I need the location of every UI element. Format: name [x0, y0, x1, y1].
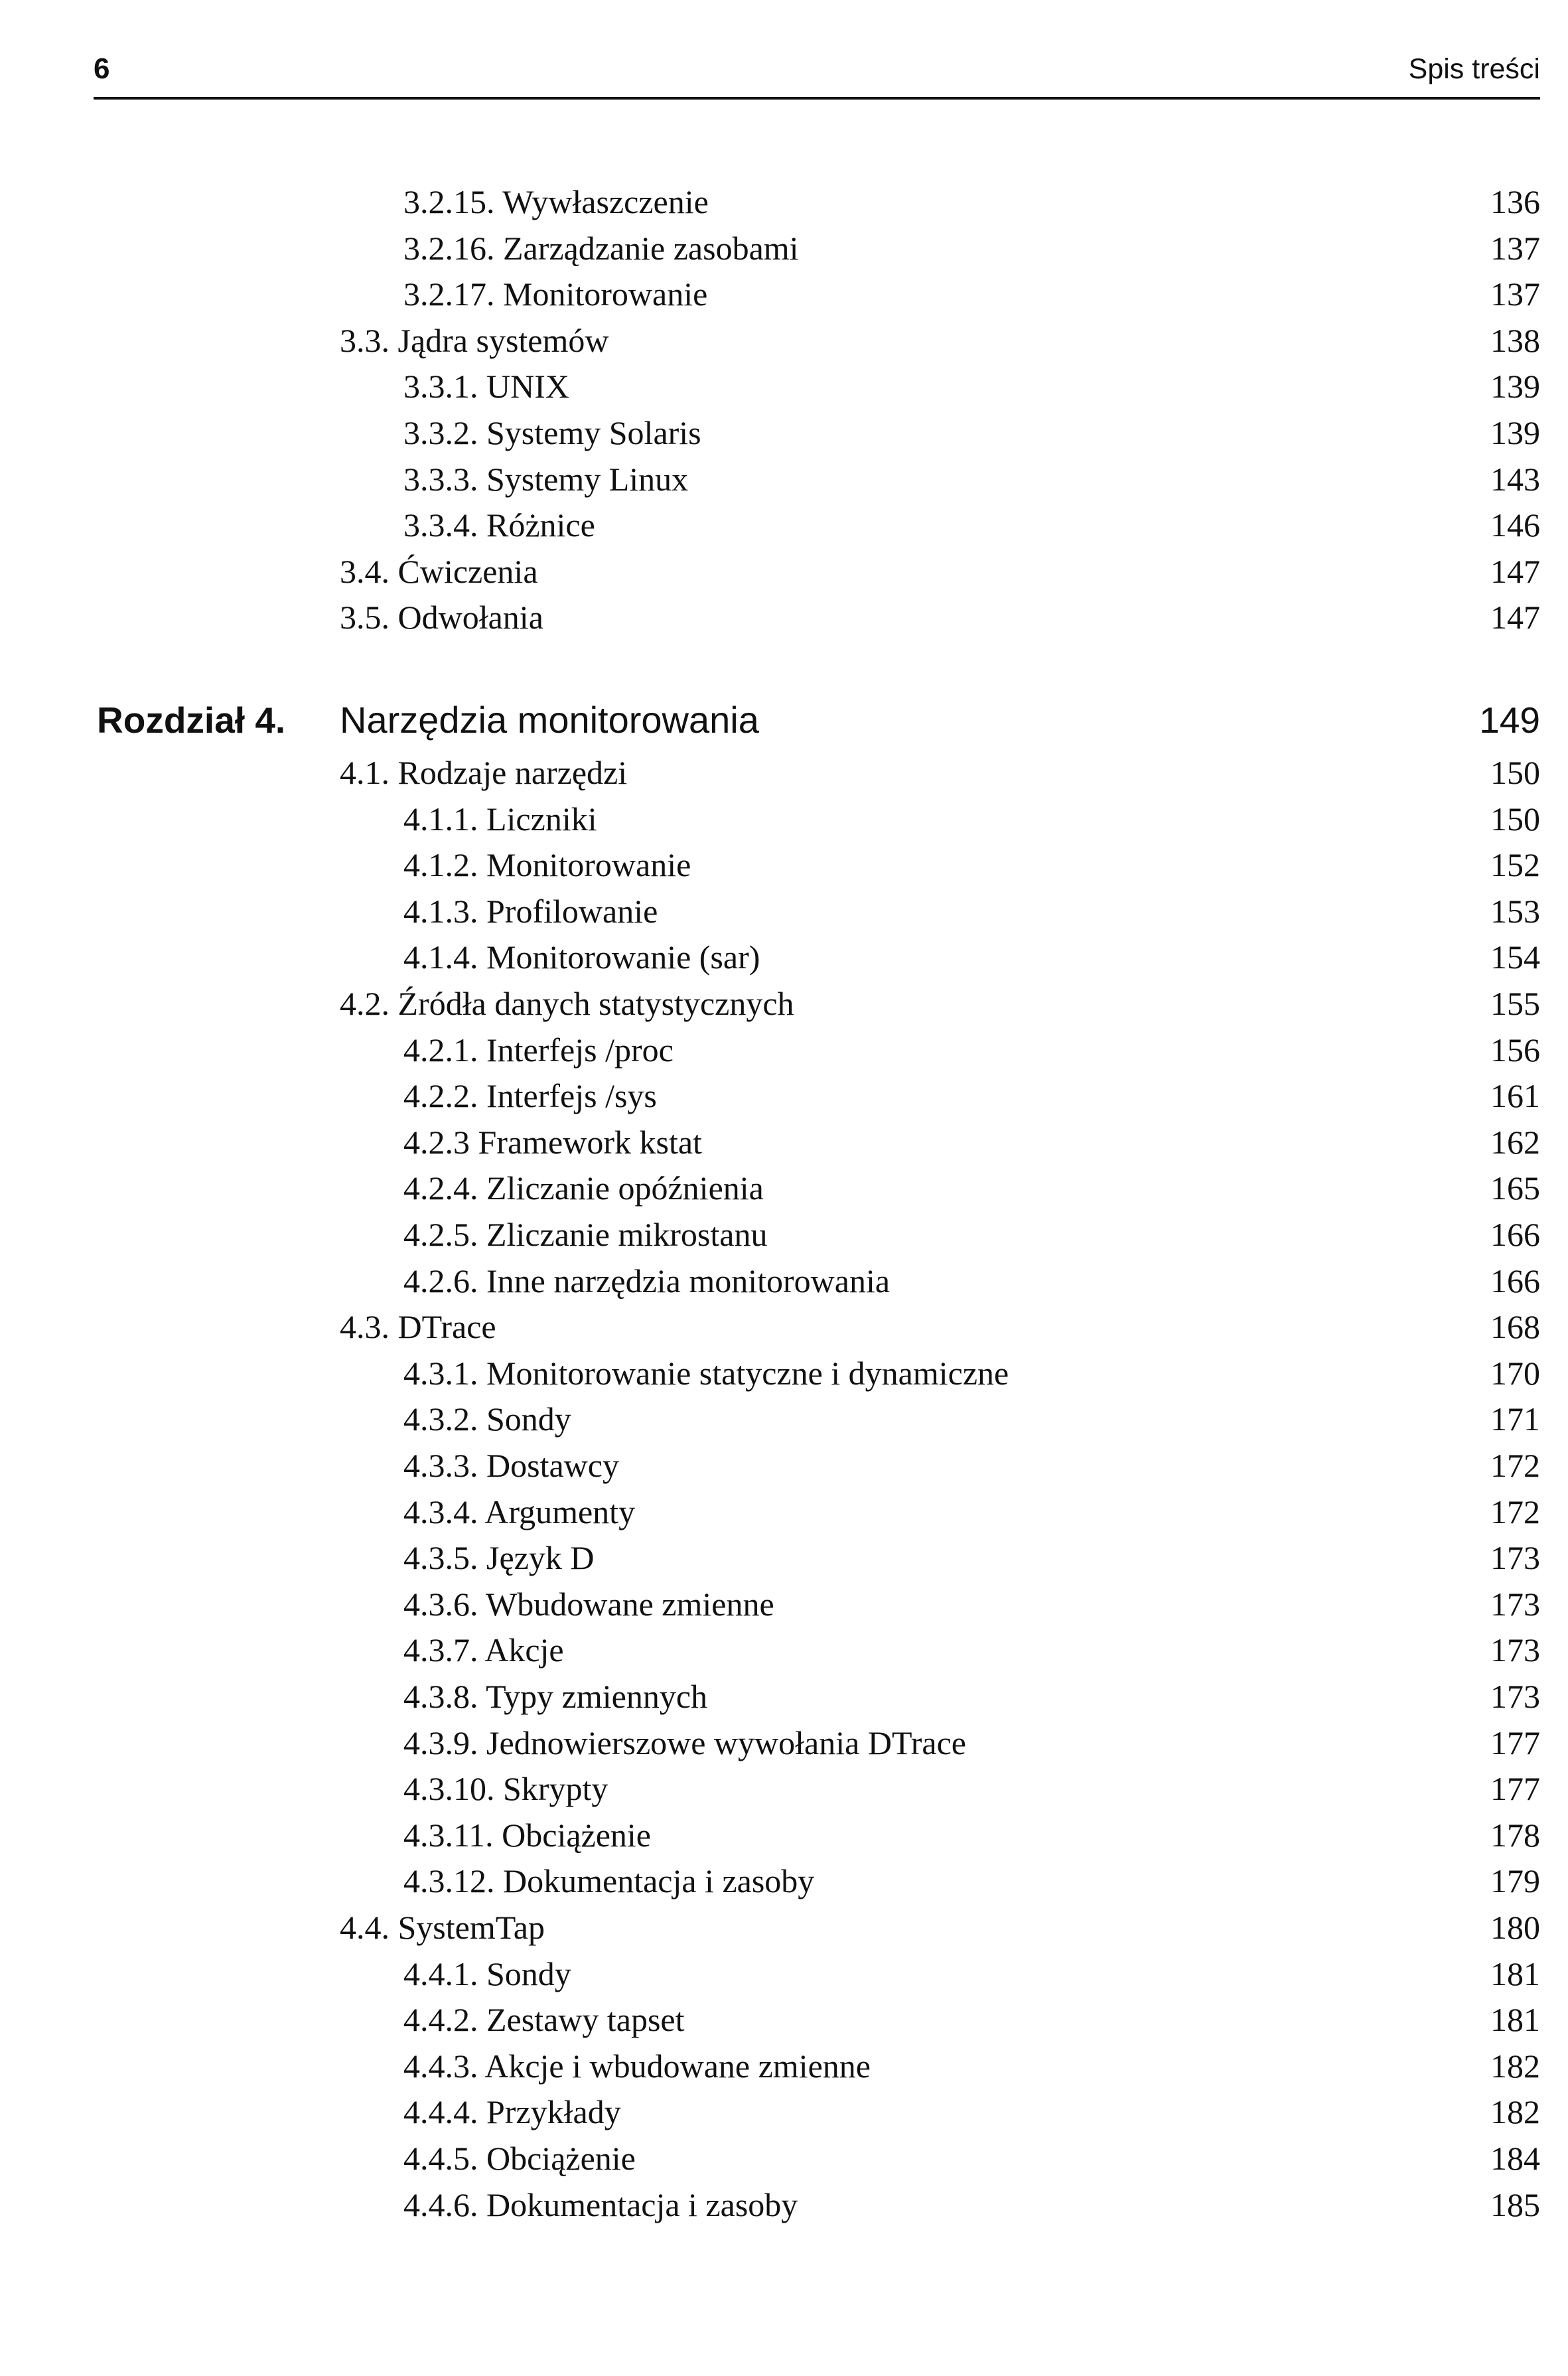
toc-entry-page-number: 168	[1490, 1308, 1540, 1346]
toc-entry[interactable]	[0, 1027, 1568, 1073]
toc-entry-page-number: 139	[1490, 368, 1540, 406]
toc-entry-title: 4.3.1. Monitorowanie statyczne i dynamiczne	[403, 1354, 1009, 1392]
toc-entry-page-number: 137	[1490, 275, 1540, 313]
chapter-heading[interactable]	[0, 690, 1568, 750]
toc-entry-title: 4.3.10. Skrypty	[403, 1770, 608, 1808]
toc-entry[interactable]	[0, 934, 1568, 980]
toc-entry[interactable]	[0, 1951, 1568, 1997]
toc-entry[interactable]	[0, 179, 1568, 225]
toc-entry[interactable]	[0, 549, 1568, 595]
toc-entry-page-number: 136	[1490, 183, 1540, 220]
toc-entry-title: 4.4.3. Akcje i wbudowane zmienne	[403, 2047, 871, 2085]
toc-entry-title: 3.2.15. Wywłaszczenie	[403, 183, 709, 220]
toc-entry-page-number: 143	[1490, 460, 1540, 498]
toc-entry-title: 4.4.6. Dokumentacja i zasoby	[403, 2186, 798, 2223]
toc-entry-title: 4.4.4. Przykłady	[403, 2093, 621, 2131]
toc-entry-title: 4.4.1. Sondy	[403, 1955, 571, 1992]
toc-entry[interactable]	[0, 595, 1568, 640]
toc-entry-title: 4.2.6. Inne narzędzia monitorowania	[403, 1262, 891, 1299]
toc-entry-title: 3.2.16. Zarządzanie zasobami	[403, 229, 799, 267]
page-number: 6	[94, 52, 110, 85]
toc-entry[interactable]	[0, 502, 1568, 548]
toc-entry-page-number: 152	[1490, 846, 1540, 884]
toc-entry-page-number: 156	[1490, 1031, 1540, 1069]
chapter-title: Narzędzia monitorowania	[340, 699, 759, 741]
toc-entry-title: 4.1.4. Monitorowanie (sar)	[403, 938, 760, 976]
toc-entry-page-number: 173	[1490, 1631, 1540, 1669]
toc-entry-page-number: 185	[1490, 2186, 1540, 2223]
toc-entry-page-number: 153	[1490, 892, 1540, 930]
toc-entry[interactable]	[0, 1627, 1568, 1673]
running-title: Spis treści	[1408, 53, 1540, 85]
toc-entry-page-number: 162	[1490, 1123, 1540, 1161]
toc-entry-page-number: 173	[1490, 1585, 1540, 1623]
toc-entry[interactable]	[0, 842, 1568, 888]
toc-entry-page-number: 170	[1490, 1354, 1540, 1392]
toc-entry[interactable]	[0, 1720, 1568, 1766]
toc-entry[interactable]	[0, 271, 1568, 317]
page-header	[94, 49, 1540, 100]
toc-entry[interactable]	[0, 1813, 1568, 1858]
toc-entry-title: 4.3.11. Obciążenie	[403, 1816, 651, 1854]
toc-entry-title: 4.2.5. Zliczanie mikrostanu	[403, 1216, 768, 1253]
toc-entry-page-number: 172	[1490, 1447, 1540, 1484]
toc-entry-title: 4.1. Rodzaje narzędzi	[340, 754, 628, 791]
toc-entry-page-number: 139	[1490, 414, 1540, 451]
toc-entry[interactable]	[0, 1766, 1568, 1812]
toc-entry[interactable]	[0, 1258, 1568, 1304]
toc-entry[interactable]	[0, 2089, 1568, 2135]
toc-entry-title: 3.5. Odwołania	[340, 599, 543, 636]
toc-entry[interactable]	[0, 1997, 1568, 2043]
toc-entry[interactable]	[0, 226, 1568, 271]
toc-entry[interactable]	[0, 1489, 1568, 1535]
toc-entry-title: 4.4.2. Zestawy tapset	[403, 2001, 685, 2039]
toc-entry-page-number: 179	[1490, 1862, 1540, 1900]
toc-entry-title: 4.3.9. Jednowierszowe wywołania DTrace	[403, 1724, 966, 1761]
toc-entry-page-number: 147	[1490, 599, 1540, 636]
toc-entry[interactable]	[0, 318, 1568, 364]
toc-entry[interactable]	[0, 1120, 1568, 1165]
toc-entry[interactable]	[0, 364, 1568, 409]
toc-entry-title: 3.3.2. Systemy Solaris	[403, 414, 701, 451]
toc-entry-title: 4.3.7. Akcje	[403, 1631, 564, 1669]
toc-entry-title: 4.3.4. Argumenty	[403, 1493, 636, 1530]
toc-entry-page-number: 184	[1490, 2140, 1540, 2177]
toc-entry[interactable]	[0, 1351, 1568, 1396]
toc-entry-title: 4.3.3. Dostawcy	[403, 1447, 619, 1484]
toc-entry-page-number: 173	[1490, 1678, 1540, 1715]
toc-entry-title: 4.1.3. Profilowanie	[403, 892, 658, 930]
chapter-page-number: 149	[1479, 700, 1540, 741]
toc-entry[interactable]	[0, 1674, 1568, 1720]
toc-entry-page-number: 161	[1490, 1077, 1540, 1115]
toc-entry-page-number: 182	[1490, 2093, 1540, 2131]
chapter-label: Rozdział 4.	[97, 700, 286, 741]
toc-entry-page-number: 171	[1490, 1400, 1540, 1438]
toc-entry[interactable]	[0, 889, 1568, 934]
toc-entry-page-number: 155	[1490, 985, 1540, 1022]
toc-entry-page-number: 180	[1490, 1909, 1540, 1946]
toc-entry-page-number: 173	[1490, 1539, 1540, 1577]
toc-entry-title: 4.3.12. Dokumentacja i zasoby	[403, 1862, 815, 1900]
toc-entry-title: 4.1.1. Liczniki	[403, 800, 597, 838]
toc-entry-title: 3.3.3. Systemy Linux	[403, 460, 689, 498]
toc-entry-title: 4.2.2. Interfejs /sys	[403, 1077, 657, 1115]
toc-entry-page-number: 181	[1490, 1955, 1540, 1992]
toc-entry-page-number: 150	[1490, 800, 1540, 838]
toc-entry-page-number: 177	[1490, 1770, 1540, 1808]
toc-entry-title: 4.4.5. Obciążenie	[403, 2140, 636, 2177]
toc-entry[interactable]	[0, 457, 1568, 502]
toc-entry-page-number: 150	[1490, 754, 1540, 791]
toc-entry[interactable]	[0, 1905, 1568, 1951]
toc-entry-title: 4.3.8. Typy zmiennych	[403, 1678, 708, 1715]
toc-entry-title: 4.3. DTrace	[340, 1308, 496, 1346]
toc-entry[interactable]	[0, 1165, 1568, 1211]
toc-entry-title: 3.3.4. Różnice	[403, 506, 595, 544]
toc-entry-page-number: 147	[1490, 552, 1540, 590]
toc-entry-page-number: 182	[1490, 2047, 1540, 2085]
toc-entry-title: 3.2.17. Monitorowanie	[403, 275, 708, 313]
toc-entry[interactable]	[0, 1443, 1568, 1489]
toc-entry-title: 4.3.5. Język D	[403, 1539, 595, 1577]
toc-entry[interactable]	[0, 2043, 1568, 2089]
toc-entry[interactable]	[0, 1582, 1568, 1627]
toc-entry[interactable]	[0, 1858, 1568, 1904]
toc-entry-title: 4.3.6. Wbudowane zmienne	[403, 1585, 774, 1623]
toc-entry-page-number: 181	[1490, 2001, 1540, 2039]
toc-entry-title: 4.1.2. Monitorowanie	[403, 846, 691, 884]
toc-entry-title: 4.2.4. Zliczanie opóźnienia	[403, 1169, 764, 1207]
toc-entry[interactable]	[0, 410, 1568, 456]
toc-entry-page-number: 177	[1490, 1724, 1540, 1761]
toc-entry[interactable]	[0, 1396, 1568, 1442]
toc-entry-page-number: 166	[1490, 1262, 1540, 1299]
toc-entry-title: 4.3.2. Sondy	[403, 1400, 571, 1438]
toc-entry-title: 3.3. Jądra systemów	[340, 321, 609, 359]
toc-entry[interactable]	[0, 2182, 1568, 2228]
toc-entry-title: 4.2.1. Interfejs /proc	[403, 1031, 674, 1069]
toc-entry-page-number: 166	[1490, 1216, 1540, 1253]
toc-entry[interactable]	[0, 750, 1568, 796]
toc-entry-page-number: 137	[1490, 229, 1540, 267]
toc-entry-page-number: 138	[1490, 321, 1540, 359]
toc-entry-title: 3.4. Ćwiczenia	[340, 552, 538, 590]
toc-entry[interactable]	[0, 981, 1568, 1027]
toc-entry-page-number: 146	[1490, 506, 1540, 544]
toc-entry-title: 4.4. SystemTap	[340, 1909, 545, 1946]
toc-entry-title: 4.2.3 Framework kstat	[403, 1123, 702, 1161]
toc-entry-page-number: 178	[1490, 1816, 1540, 1854]
toc-entry[interactable]	[0, 1073, 1568, 1119]
toc-entry[interactable]	[0, 1535, 1568, 1581]
toc-entry-page-number: 154	[1490, 938, 1540, 976]
toc-entry-page-number: 165	[1490, 1169, 1540, 1207]
toc-entry[interactable]	[0, 2136, 1568, 2182]
toc-entry[interactable]	[0, 1304, 1568, 1350]
toc-entry[interactable]	[0, 1212, 1568, 1258]
toc-entry-title: 3.3.1. UNIX	[403, 368, 569, 406]
toc-entry-page-number: 172	[1490, 1493, 1540, 1530]
toc-entry[interactable]	[0, 796, 1568, 842]
toc-entry-title: 4.2. Źródła danych statystycznych	[340, 985, 794, 1022]
